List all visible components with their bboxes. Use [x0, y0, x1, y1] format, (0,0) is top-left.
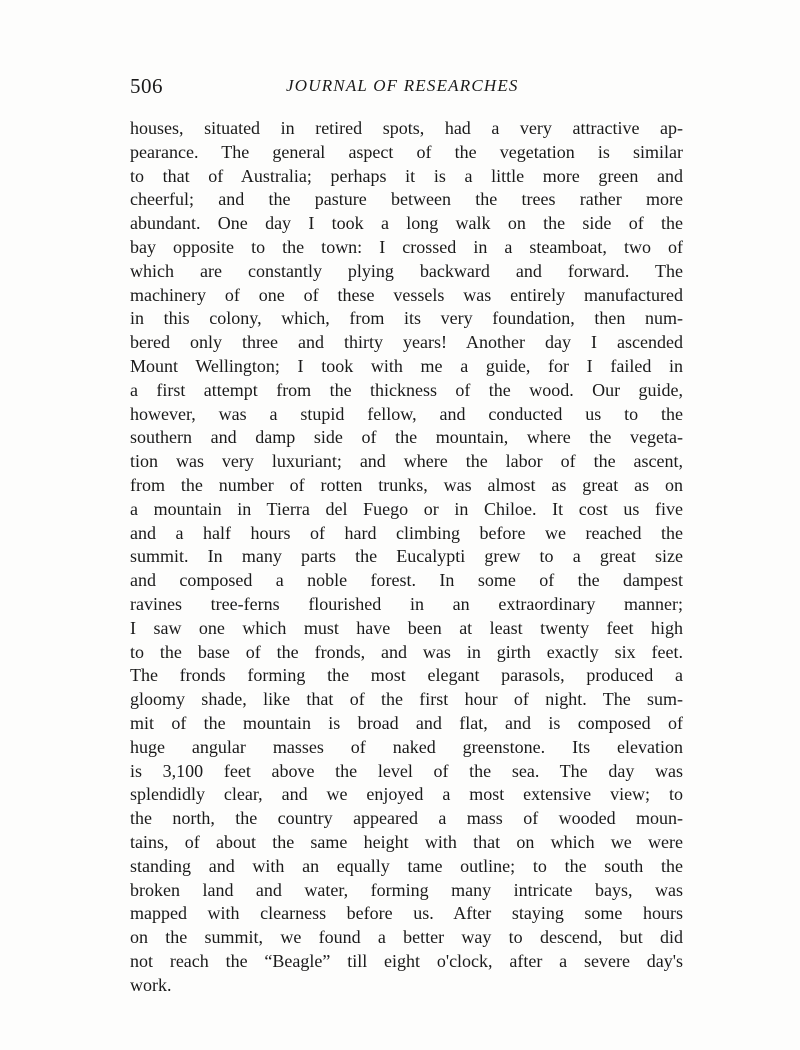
text-line: houses, situated in retired spots, had a very attractive ap-	[130, 118, 683, 138]
text-line: the north, the country appeared a mass of wooded moun-	[130, 808, 683, 829]
text-line: and composed a noble forest. In some of the dampest	[130, 570, 683, 591]
text-line: gloomy shade, like that of the first hour of night. The sum-	[130, 689, 683, 710]
text-line: to that of Australia; perhaps it is a little more green and	[130, 165, 683, 186]
text-line: pearance. The general aspect of the vegetation is similar	[130, 141, 683, 162]
text-line: on the summit, we found a better way to descend, but did	[130, 927, 683, 948]
page-number: 506	[130, 74, 163, 98]
text-line: mapped with clearness before us. After staying some hours	[130, 903, 683, 924]
text-line: The fronds forming the most elegant parasols, produced a	[130, 665, 683, 686]
text-line-last: work.	[130, 974, 172, 995]
text-line: mit of the mountain is broad and flat, and is composed of	[130, 712, 683, 733]
text-line: summit. In many parts the Eucalypti grew to a great size	[130, 546, 683, 567]
text-line: splendidly clear, and we enjoyed a most extensive view; to	[130, 784, 683, 805]
text-line: machinery of one of these vessels was entirely manufactured	[130, 284, 683, 305]
text-line: I saw one which must have been at least twenty feet high	[130, 617, 683, 638]
text-line: which are constantly plying backward and forward. The	[130, 260, 683, 281]
text-line: standing and with an equally tame outline; to the south the	[130, 855, 683, 876]
text-line: to the base of the fronds, and was in girth exactly six feet.	[130, 641, 683, 662]
text-line: a first attempt from the thickness of the wood. Our guide,	[130, 379, 683, 400]
text-line: southern and damp side of the mountain, where the vegeta-	[130, 427, 683, 448]
text-line: Mount Wellington; I took with me a guide, for I failed in	[130, 355, 683, 376]
text-line: cheerful; and the pasture between the trees rather more	[130, 189, 683, 210]
text-line: not reach the “Beagle” till eight o'clock, after a severe day's	[130, 950, 683, 971]
text-line: however, was a stupid fellow, and conducted us to the	[130, 403, 683, 424]
text-line: and a half hours of hard climbing before we reached the	[130, 522, 683, 543]
running-title: JOURNAL OF RESEARCHES	[286, 76, 519, 95]
text-line: is 3,100 feet above the level of the sea. The day was	[130, 760, 683, 781]
body-paragraph	[130, 117, 683, 997]
text-line: from the number of rotten trunks, was almost as great as on	[130, 474, 683, 495]
text-line: abundant. One day I took a long walk on the side of the	[130, 213, 683, 234]
text-line: a mountain in Tierra del Fuego or in Chiloe. It cost us five	[130, 498, 683, 519]
text-line: bered only three and thirty years! Another day I ascended	[130, 332, 683, 353]
text-line: in this colony, which, from its very foundation, then num-	[130, 308, 683, 329]
text-line: huge angular masses of naked greenstone. Its elevation	[130, 736, 683, 757]
text-line: tion was very luxuriant; and where the labor of the ascent,	[130, 451, 683, 472]
text-line: broken land and water, forming many intricate bays, was	[130, 879, 683, 900]
text-line: ravines tree-ferns flourished in an extraordinary manner;	[130, 593, 683, 614]
text-line: bay opposite to the town: I crossed in a steamboat, two of	[130, 236, 683, 257]
text-line: tains, of about the same height with that on which we were	[130, 831, 683, 852]
running-head	[118, 72, 683, 102]
